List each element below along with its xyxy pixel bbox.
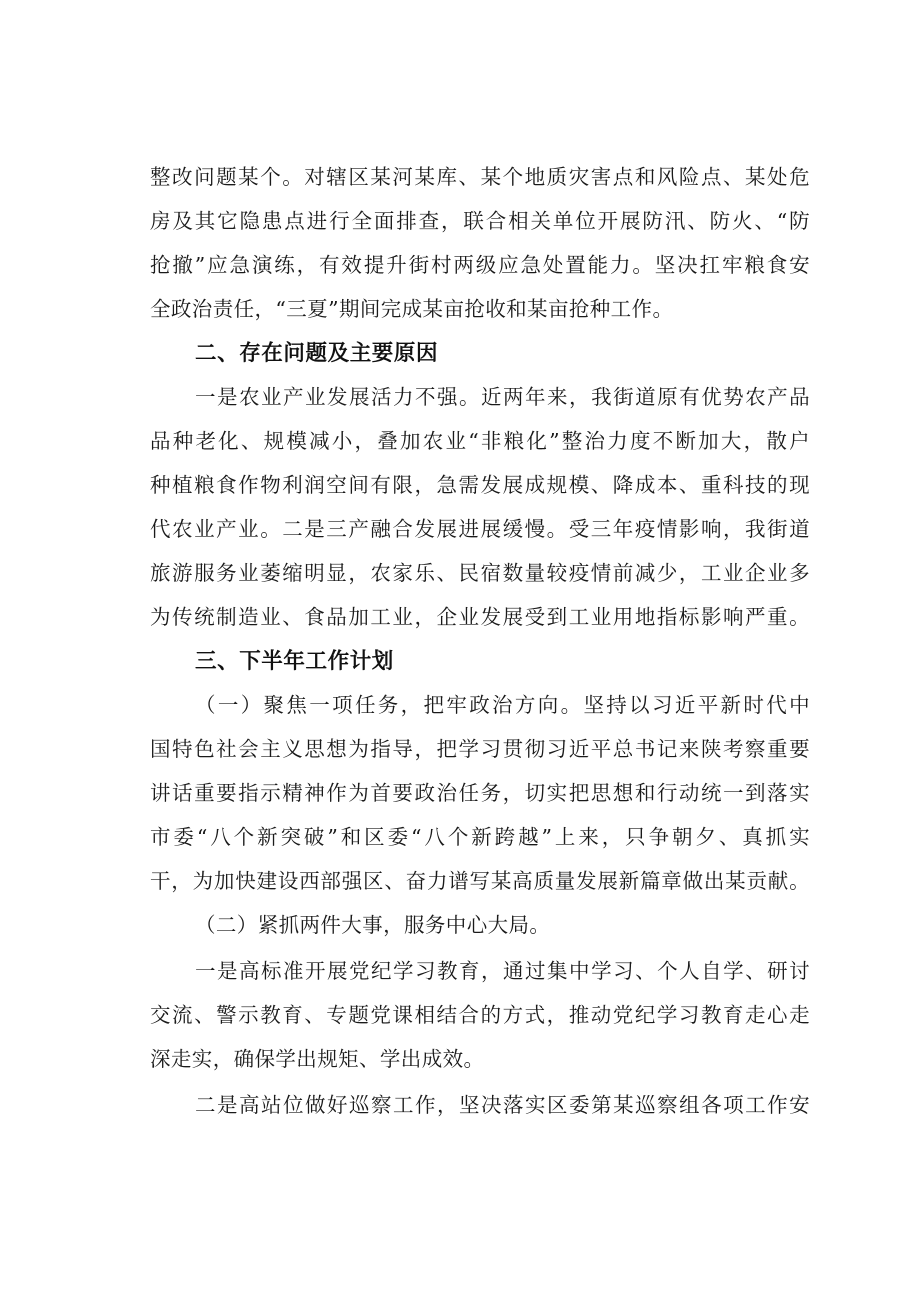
paragraph-line: 干，为加快建设西部强区、奋力谱写某高质量发展新篇章做出某贡献。: [150, 869, 810, 893]
paragraph-line: 二是高站位做好巡察工作，坚决落实区委第某巡察组各项工作安: [195, 1093, 810, 1117]
section-heading-problems: 二、存在问题及主要原因: [195, 341, 439, 366]
paragraph-line: 一是高标准开展党纪学习教育，通过集中学习、个人自学、研讨: [195, 959, 810, 983]
paragraph-line: 种植粮食作物利润空间有限，急需发展成规模、降成本、重科技的现: [150, 473, 810, 497]
paragraph-line: 讲话重要指示精神作为首要政治任务，切实把思想和行动统一到落实: [150, 781, 810, 805]
paragraph-line: 为传统制造业、食品加工业，企业发展受到工业用地指标影响严重。: [150, 605, 810, 629]
paragraph-line: 品种老化、规模减小，叠加农业“非粮化”整治力度不断加大，散户: [150, 429, 810, 453]
section-heading-plan: 三、下半年工作计划: [195, 649, 394, 674]
paragraph-line: （一）聚焦一项任务，把牢政治方向。坚持以习近平新时代中: [195, 693, 810, 717]
paragraph-line: 旅游服务业萎缩明显，农家乐、民宿数量较疫情前减少，工业企业多: [150, 561, 810, 585]
paragraph-line: 抢撤”应急演练，有效提升街村两级应急处置能力。坚决扛牢粮食安: [150, 253, 810, 277]
paragraph-line: 房及其它隐患点进行全面排查，联合相关单位开展防汛、防火、“防: [150, 209, 810, 233]
paragraph-line: 一是农业产业发展活力不强。近两年来，我街道原有优势农产品: [195, 385, 810, 409]
paragraph-line: 市委“八个新突破”和区委“八个新跨越”上来，只争朝夕、真抓实: [150, 825, 810, 849]
paragraph-line: 交流、警示教育、专题党课相结合的方式，推动党纪学习教育走心走: [150, 1003, 810, 1027]
paragraph-line: 代农业产业。二是三产融合发展进展缓慢。受三年疫情影响，我街道: [150, 517, 810, 541]
paragraph-line: 深走实，确保学出规矩、学出成效。: [150, 1047, 485, 1071]
subsection-heading: （二）紧抓两件大事，服务中心大局。: [195, 913, 551, 937]
paragraph-line: 整改问题某个。对辖区某河某库、某个地质灾害点和风险点、某处危: [150, 165, 810, 189]
paragraph-line: 全政治责任，“三夏”期间完成某亩抢收和某亩抢种工作。: [150, 297, 674, 321]
paragraph-line: 国特色社会主义思想为指导，把学习贯彻习近平总书记来陕考察重要: [150, 737, 810, 761]
